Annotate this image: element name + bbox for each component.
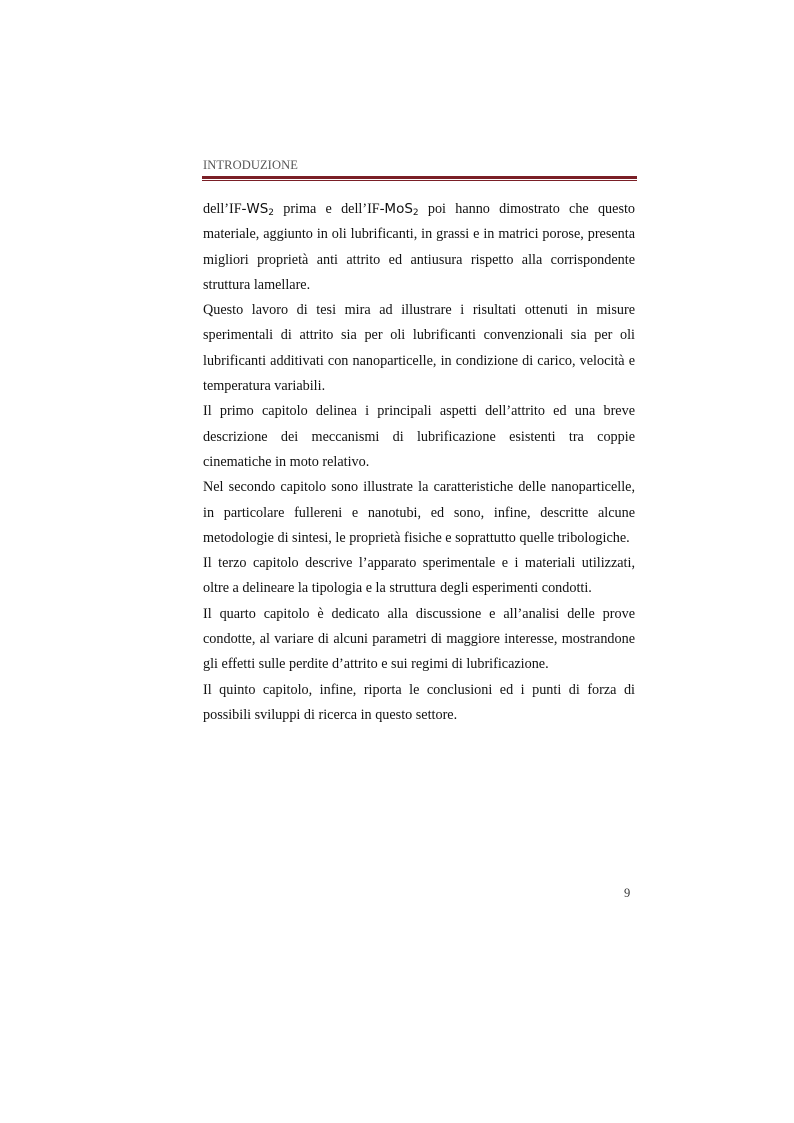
p1-pre: dell’IF- bbox=[203, 201, 247, 217]
formula-ws2-base: WS bbox=[246, 201, 269, 217]
header-rule-thin bbox=[202, 180, 637, 181]
page-number: 9 bbox=[624, 886, 631, 900]
p1-post: poi hanno dimostrato che questo materiale, aggiunto in oli lubrificanti, in grassi e in matrici porose, presenta migliori proprietà anti attrito ed antiusura rispetto alla corrispondente struttura lamellare. bbox=[203, 201, 635, 293]
formula-mos2-sub: 2 bbox=[412, 208, 419, 218]
paragraph-5: Il terzo capitolo descrive l’apparato sperimentale e i materiali utilizzati, oltre a delineare la tipologia e la struttura degli esperimenti condotti. bbox=[203, 555, 635, 597]
paragraph-4: Nel secondo capitolo sono illustrate la caratteristiche delle nanoparticelle, in particolare fullereni e nanotubi, ed sono, infine, descritte alcune metodologie di sintesi, le proprietà fisiche e soprattutto quelle tribologiche. bbox=[203, 479, 635, 546]
header-rule bbox=[202, 176, 637, 182]
formula-ws2-sub: 2 bbox=[268, 208, 274, 218]
formula-ws2 bbox=[246, 201, 274, 217]
formula-mos2 bbox=[384, 201, 418, 217]
header-rule-thick bbox=[202, 176, 637, 179]
body-text bbox=[203, 197, 635, 728]
paragraph-7: Il quinto capitolo, infine, riporta le conclusioni ed i punti di forza di possibili sviluppi di ricerca in questo settore. bbox=[203, 681, 635, 723]
paragraph-1 bbox=[203, 197, 635, 298]
running-header: INTRODUZIONE bbox=[203, 158, 298, 172]
p1-mid: prima e dell’IF- bbox=[274, 201, 385, 217]
paragraph-6: Il quarto capitolo è dedicato alla discussione e all’analisi delle prove condotte, al variare di alcuni parametri di maggiore interesse, mostrandone gli effetti sulle perdite d’attrito e sui regimi di lubrificazione. bbox=[203, 605, 635, 673]
paragraph-2: Questo lavoro di tesi mira ad illustrare i risultati ottenuti in misure sperimentali di attrito sia per oli lubrificanti convenzionali sia per oli lubrificanti additivati con nanoparticelle, in condizione di carico, velocità e temperatura variabili. bbox=[203, 302, 635, 395]
paragraph-3: Il primo capitolo delinea i principali aspetti dell’attrito ed una breve descrizione dei meccanismi di lubrificazione esistenti tra coppie cinematiche in moto relativo. bbox=[203, 403, 635, 470]
formula-mos2-base: MoS bbox=[384, 201, 413, 217]
